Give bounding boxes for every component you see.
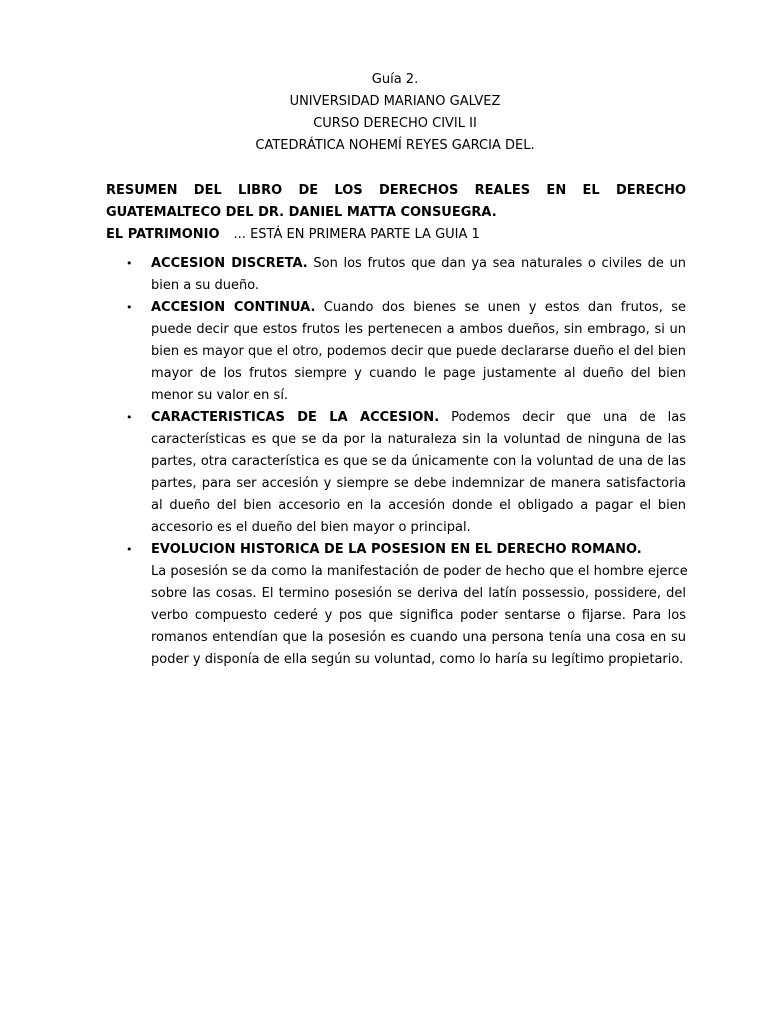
item-line: puede decir que estos frutos les pertenecen a ambos dueños, sin embrago, si un (151, 322, 686, 337)
university-name: UNIVERSIDAD MARIANO GALVEZ (289, 94, 501, 109)
list-item (126, 539, 686, 671)
item-line (151, 539, 686, 561)
item-line: características es que se da por la naturaleza sin la voluntad de ninguna de las (151, 432, 686, 447)
item-line: romanos entendían que la posesión es cuando una persona tenía una cosa en su (151, 630, 686, 645)
document-header (0, 69, 768, 157)
item-line: al dueño del bien accesorio en la accesión donde el obligado a pagar el bien (151, 498, 686, 513)
item-heading: EVOLUCION HISTORICA DE LA POSESION EN EL DERECHO ROMANO. (151, 542, 642, 557)
item-line (151, 407, 686, 429)
bullet-icon: • (126, 543, 133, 556)
item-line: accesorio es el dueño del bien mayor o principal. (151, 520, 471, 535)
bullet-icon: • (126, 301, 133, 314)
item-line: partes, otra característica es que se da únicamente con la voluntad de una de las (151, 454, 686, 469)
item-text: Cuando dos bienes se unen y estos dan frutos, se (315, 300, 686, 315)
title-line-1: RESUMEN DEL LIBRO DE LOS DERECHOS REALES EN EL DERECHO (106, 183, 686, 198)
item-text: Podemos decir que una de las (439, 410, 687, 425)
patrimonio-line (106, 224, 686, 246)
item-line: verbo compuesto cederé y pos que significa poder sentarse o fijarse. Para los (151, 608, 686, 623)
item-line: sobre las cosas. El termino posesión se deriva del latín possessio, possidere, del (151, 586, 686, 601)
item-line: menor su valor en sí. (151, 388, 289, 403)
item-line (151, 253, 686, 275)
title-line-2: GUATEMALTECO DEL DR. DANIEL MATTA CONSUEGRA. (106, 205, 497, 220)
item-heading: CARACTERISTICAS DE LA ACCESION. (151, 410, 440, 425)
guide-number: Guía 2. (371, 72, 419, 87)
summary-list (126, 253, 686, 671)
item-line: La posesión se da como la manifestación de poder de hecho que el hombre ejerce (151, 564, 688, 579)
item-line (151, 297, 686, 319)
item-heading: ACCESION CONTINUA. (151, 300, 316, 315)
item-line: mayor de los frutos siempre y cuando le page justamente al dueño del bien (151, 366, 686, 381)
bullet-icon: • (126, 257, 133, 270)
professor-name: CATEDRÁTICA NOHEMÍ REYES GARCIA DEL. (255, 138, 535, 153)
bullet-icon: • (126, 411, 133, 424)
item-heading: ACCESION DISCRETA. (151, 256, 308, 271)
item-line: poder y disponía de ella según su voluntad, como lo haría su legítimo propietario. (151, 652, 684, 667)
patrimonio-note: ... ESTÁ EN PRIMERA PARTE LA GUIA 1 (233, 227, 480, 242)
patrimonio-label: EL PATRIMONIO (106, 227, 220, 242)
item-text: Son los frutos que dan ya sea naturales o civiles de un (307, 256, 686, 271)
list-item (126, 297, 686, 407)
item-line: partes, para ser accesión y siempre se debe indemnizar de manera satisfactoria (151, 476, 686, 491)
course-name: CURSO DERECHO CIVIL II (313, 116, 477, 131)
list-item (126, 407, 686, 539)
document-title (106, 180, 686, 246)
item-line: bien es mayor que el otro, podemos decir que puede declararse dueño el del bien (151, 344, 686, 359)
list-item (126, 253, 686, 297)
item-line: bien a su dueño. (151, 278, 260, 293)
